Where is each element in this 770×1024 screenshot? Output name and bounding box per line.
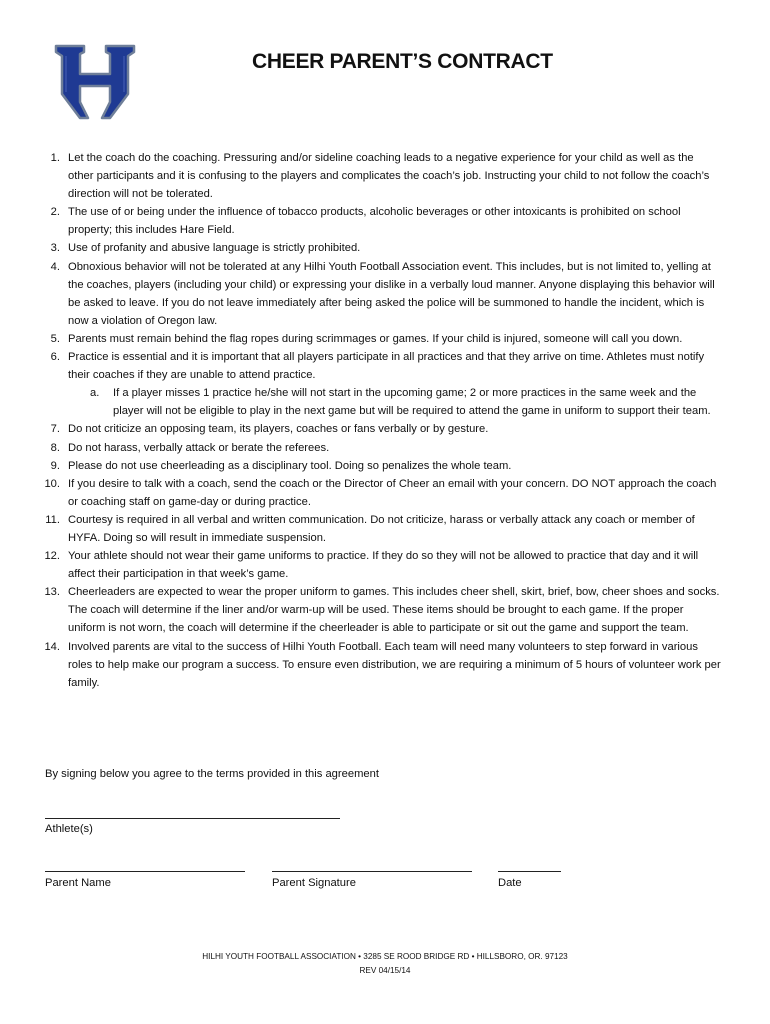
rule-number: 11. <box>45 513 60 526</box>
rule-number: 2. <box>50 206 60 219</box>
rule-text: Courtesy is required in all verbal and written communication. Do not criticize, harass or verbally attack any coach or member of HYFA. Doing so will result in immediate suspension. <box>68 513 695 544</box>
hilhi-logo <box>54 44 136 120</box>
rule-number: 13. <box>44 586 60 599</box>
rule-text: Practice is essential and it is important that all players participate in all practices and that they arrive on time. Athletes must notify their coaches if they are unable to attend practice. <box>68 351 705 382</box>
rule-text: Obnoxious behavior will not be tolerated at any Hilhi Youth Football Association event. This includes, but is not limited to, yelling at the coaches, players (including your child) or expressing your dislike in a verbally loud manner. Anyone displaying this behavior will be asked to leave. If you do not leave immediately after being asked the police will be summoned to handle the incident, which is now a violation of Oregon law. <box>68 260 715 327</box>
rule-text: Let the coach do the coaching. Pressuring and/or sideline coaching leads to a negative experience for your child as well as the other participants and it is confusing to the players and complicates the coach’s job. Instructing your child to not follow the coach’s direction will not be tolerated. <box>68 152 710 201</box>
rule-7 <box>0 420 770 438</box>
rule-number: 4. <box>50 260 60 273</box>
rule-text: Use of profanity and abusive language is strictly prohibited. <box>68 242 361 255</box>
rule-1 <box>0 149 770 203</box>
page-title: CHEER PARENT’S CONTRACT <box>252 50 553 73</box>
parent-signature-line[interactable] <box>272 871 472 872</box>
rule-text: Cheerleaders are expected to wear the proper uniform to games. This includes cheer shell, skirt, brief, bow, cheer shoes and socks. The coach will determine if the liner and/or warm-up will be used. These items should be brought to each game. If the proper uniform is not worn, the coach will determine if the cheerleader is able to participate or sit out the game and support the team. <box>68 586 720 635</box>
rule-5 <box>0 330 770 348</box>
rule-number: 14. <box>44 640 60 653</box>
rule-4 <box>0 258 770 330</box>
rule-13 <box>0 583 770 637</box>
rule-6 <box>0 348 770 384</box>
rule-number: 7. <box>50 423 60 436</box>
rule-8 <box>0 439 770 457</box>
rule-10 <box>0 475 770 511</box>
rule-text: If a player misses 1 practice he/she will not start in the upcoming game; 2 or more practices in the same week and the player will not be eligible to play in the next game but will be required to attend the game in uniform to support their team. <box>113 387 711 418</box>
date-line[interactable] <box>498 871 561 872</box>
rule-2 <box>0 203 770 239</box>
rule-number: 3. <box>50 242 60 255</box>
footer-address: HILHI YOUTH FOOTBALL ASSOCIATION • 3285 SE ROOD BRIDGE RD • HILLSBORO, OR. 97123 <box>202 952 568 961</box>
rule-12 <box>0 547 770 583</box>
parent-signature-label: Parent Signature <box>272 877 356 889</box>
rule-text: If you desire to talk with a coach, send the coach or the Director of Cheer an email with your concern. DO NOT approach the coach or coaching staff on game-day or during practice. <box>68 477 717 508</box>
rule-11 <box>0 511 770 547</box>
rule-14 <box>0 638 770 692</box>
rule-9 <box>0 457 770 475</box>
rule-text: Parents must remain behind the flag ropes during scrimmages or games. If your child is injured, someone will call you down. <box>68 332 683 345</box>
contract-rules <box>0 149 770 692</box>
date-label: Date <box>498 877 522 889</box>
rule-number: 9. <box>50 459 60 472</box>
parent-name-label: Parent Name <box>45 877 111 889</box>
rule-text: The use of or being under the influence of tobacco products, alcoholic beverages or other intoxicants is prohibited on school property; this includes Hare Field. <box>68 206 681 237</box>
rule-text: Do not harass, verbally attack or berate the referees. <box>68 441 330 454</box>
rule-6a <box>0 384 770 420</box>
rule-text: Do not criticize an opposing team, its players, coaches or fans verbally or by gesture. <box>68 423 489 436</box>
rule-number: 10. <box>44 477 60 490</box>
rule-text: Involved parents are vital to the success of Hilhi Youth Football. Each team will need many volunteers to step forward in various roles to help make our program a success. To ensure even distribution, we are requiring a minimum of 5 hours of volunteer work per family. <box>68 640 721 689</box>
parent-name-line[interactable] <box>45 871 245 872</box>
rule-text: Your athlete should not wear their game uniforms to practice. If they do so they will not be allowed to practice that day and it will affect their participation in that week’s game. <box>68 550 699 581</box>
rule-number: 5. <box>50 332 60 345</box>
rule-text: Please do not use cheerleading as a disciplinary tool. Doing so penalizes the whole team. <box>68 459 512 472</box>
rule-number: 12. <box>44 550 60 563</box>
rule-number: a. <box>90 387 100 400</box>
rule-number: 8. <box>50 441 60 454</box>
agreement-statement: By signing below you agree to the terms provided in this agreement <box>45 768 379 780</box>
rule-3 <box>0 239 770 257</box>
athlete-label: Athlete(s) <box>45 823 93 835</box>
rule-number: 1. <box>50 152 60 164</box>
rule-number: 6. <box>50 351 60 364</box>
footer-revision: REV 04/15/14 <box>359 966 411 975</box>
athlete-signature-line[interactable] <box>45 818 340 819</box>
